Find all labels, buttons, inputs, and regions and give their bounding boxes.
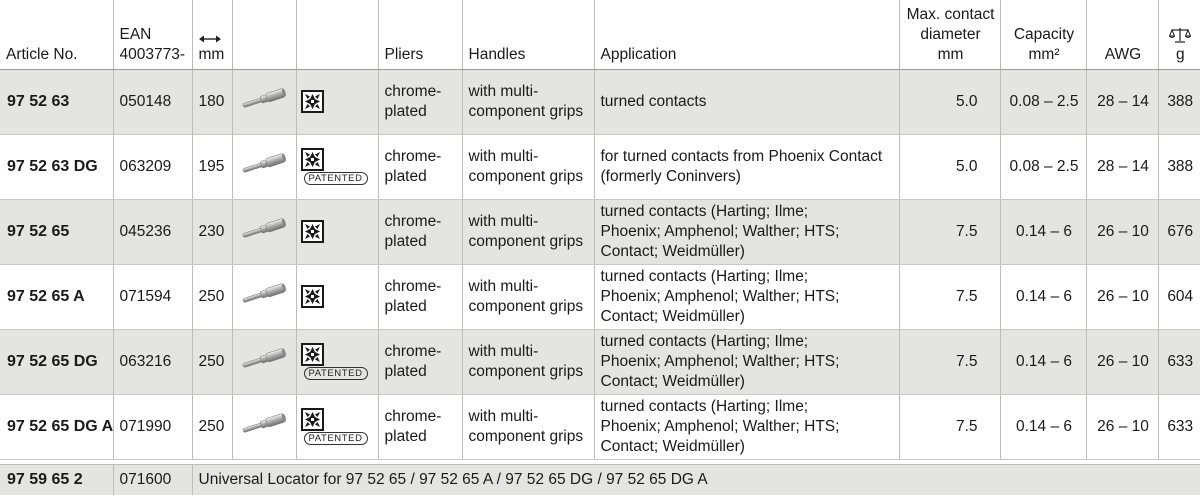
weight: 676 bbox=[1158, 199, 1200, 264]
application-line: Contact; Weidmüller) bbox=[600, 437, 745, 455]
handles-line: component grips bbox=[468, 297, 584, 315]
weight: 633 bbox=[1158, 329, 1200, 394]
turned-contact-icon bbox=[240, 413, 288, 435]
handles-line: with multi- bbox=[468, 342, 539, 360]
weight: 604 bbox=[1158, 264, 1200, 329]
pliers-line: chrome- bbox=[384, 82, 442, 100]
article-number: 97 52 65 A bbox=[0, 264, 113, 329]
max-diameter: 7.5 bbox=[899, 199, 1000, 264]
vde-square-cross-icon bbox=[301, 220, 324, 243]
handles-type bbox=[462, 394, 594, 459]
handles-type bbox=[462, 199, 594, 264]
application-line: for turned contacts from Phoenix Contact bbox=[600, 147, 883, 165]
length-value: 180 bbox=[192, 69, 232, 134]
pliers-line: plated bbox=[384, 167, 427, 185]
pliers-line: plated bbox=[384, 427, 427, 445]
turned-contact-icon bbox=[240, 88, 288, 110]
header-ean-line1: EAN bbox=[119, 25, 152, 43]
turned-contact-icon bbox=[240, 153, 288, 175]
length-value: 250 bbox=[192, 329, 232, 394]
application-line: Phoenix; Amphenol; Walther; HTS; bbox=[600, 352, 840, 370]
pliers-line: plated bbox=[384, 232, 427, 250]
patented-badge: PATENTED bbox=[304, 367, 368, 380]
table-row bbox=[0, 69, 1200, 134]
contact-image-cell bbox=[232, 264, 296, 329]
weight: 388 bbox=[1158, 69, 1200, 134]
capacity: 0.08 – 2.5 bbox=[1000, 134, 1086, 199]
header-diameter-line3: mm bbox=[937, 45, 964, 63]
scale-icon bbox=[1169, 26, 1191, 44]
pliers-line: plated bbox=[384, 102, 427, 120]
symbol-cell bbox=[296, 134, 378, 199]
accessory-description: Universal Locator for 97 52 65 / 97 52 65 A / 97 52 65 DG / 97 52 65 DG A bbox=[192, 464, 1200, 495]
weight: 633 bbox=[1158, 394, 1200, 459]
vde-square-cross-icon bbox=[301, 343, 324, 366]
application-line: (formerly Coninvers) bbox=[600, 167, 741, 185]
ean-code: 071594 bbox=[113, 264, 192, 329]
application-line: Contact; Weidmüller) bbox=[600, 242, 745, 260]
turned-contact-icon bbox=[240, 348, 288, 370]
turned-contact-icon bbox=[240, 283, 288, 305]
contact-image-cell bbox=[232, 199, 296, 264]
handles-line: with multi- bbox=[468, 212, 539, 230]
header-row bbox=[0, 0, 1200, 69]
weight: 388 bbox=[1158, 134, 1200, 199]
pliers-finish bbox=[378, 394, 462, 459]
header-picture bbox=[232, 0, 296, 69]
awg: 26 – 10 bbox=[1086, 264, 1158, 329]
application-line: Phoenix; Amphenol; Walther; HTS; bbox=[600, 222, 840, 240]
awg: 26 – 10 bbox=[1086, 329, 1158, 394]
header-pliers: Pliers bbox=[378, 0, 462, 69]
pliers-line: chrome- bbox=[384, 407, 442, 425]
handles-type bbox=[462, 134, 594, 199]
table-row bbox=[0, 199, 1200, 264]
symbol-cell bbox=[296, 394, 378, 459]
application-text bbox=[594, 69, 899, 134]
article-number: 97 52 65 DG A bbox=[0, 394, 113, 459]
handles-line: component grips bbox=[468, 232, 584, 250]
application-line: turned contacts (Harting; Ilme; bbox=[600, 397, 809, 415]
length-value: 195 bbox=[192, 134, 232, 199]
application-text bbox=[594, 394, 899, 459]
header-capacity-line2: mm² bbox=[1028, 45, 1060, 63]
length-value: 230 bbox=[192, 199, 232, 264]
turned-contact-icon bbox=[240, 218, 288, 240]
article-number: 97 52 65 bbox=[0, 199, 113, 264]
article-number: 97 52 63 bbox=[0, 69, 113, 134]
pliers-finish bbox=[378, 264, 462, 329]
pliers-line: chrome- bbox=[384, 277, 442, 295]
handles-line: with multi- bbox=[468, 407, 539, 425]
max-diameter: 7.5 bbox=[899, 394, 1000, 459]
header-ean-line2: 4003773- bbox=[119, 45, 186, 63]
handles-line: with multi- bbox=[468, 82, 539, 100]
header-awg: AWG bbox=[1086, 0, 1158, 69]
application-line: Phoenix; Amphenol; Walther; HTS; bbox=[600, 287, 840, 305]
awg: 26 – 10 bbox=[1086, 394, 1158, 459]
pliers-line: chrome- bbox=[384, 212, 442, 230]
application-line: Contact; Weidmüller) bbox=[600, 307, 745, 325]
contact-image-cell bbox=[232, 69, 296, 134]
ean-code: 063216 bbox=[113, 329, 192, 394]
article-number: 97 52 63 DG bbox=[0, 134, 113, 199]
header-diameter bbox=[899, 0, 1000, 69]
awg: 28 – 14 bbox=[1086, 69, 1158, 134]
header-length bbox=[192, 0, 232, 69]
header-capacity-line1: Capacity bbox=[1013, 25, 1075, 43]
handles-line: with multi- bbox=[468, 147, 539, 165]
pliers-line: chrome- bbox=[384, 342, 442, 360]
double-arrow-icon bbox=[199, 33, 221, 45]
capacity: 0.14 – 6 bbox=[1000, 264, 1086, 329]
header-handles: Handles bbox=[462, 0, 594, 69]
handles-type bbox=[462, 329, 594, 394]
length-value: 250 bbox=[192, 394, 232, 459]
table-row bbox=[0, 329, 1200, 394]
pliers-line: plated bbox=[384, 297, 427, 315]
application-line: turned contacts (Harting; Ilme; bbox=[600, 267, 809, 285]
contact-image-cell bbox=[232, 329, 296, 394]
header-symbol bbox=[296, 0, 378, 69]
length-value: 250 bbox=[192, 264, 232, 329]
max-diameter: 7.5 bbox=[899, 329, 1000, 394]
header-length-unit: mm bbox=[198, 45, 225, 63]
handles-line: component grips bbox=[468, 167, 584, 185]
awg: 26 – 10 bbox=[1086, 199, 1158, 264]
header-diameter-line1: Max. contact bbox=[906, 5, 995, 23]
pliers-finish bbox=[378, 69, 462, 134]
ean-code: 045236 bbox=[113, 199, 192, 264]
application-line: turned contacts (Harting; Ilme; bbox=[600, 202, 809, 220]
table-row bbox=[0, 134, 1200, 199]
pliers-line: plated bbox=[384, 362, 427, 380]
application-text bbox=[594, 329, 899, 394]
pliers-finish bbox=[378, 199, 462, 264]
application-line: turned contacts bbox=[600, 92, 707, 110]
handles-line: component grips bbox=[468, 362, 584, 380]
application-text bbox=[594, 134, 899, 199]
header-capacity bbox=[1000, 0, 1086, 69]
header-application: Application bbox=[594, 0, 899, 69]
table-row bbox=[0, 394, 1200, 459]
patented-badge: PATENTED bbox=[304, 172, 368, 185]
capacity: 0.14 – 6 bbox=[1000, 394, 1086, 459]
ean-code: 063209 bbox=[113, 134, 192, 199]
handles-type bbox=[462, 69, 594, 134]
application-line: Contact; Weidmüller) bbox=[600, 372, 745, 390]
header-weight-unit: g bbox=[1175, 45, 1185, 63]
vde-square-cross-icon bbox=[301, 148, 324, 171]
pliers-finish bbox=[378, 329, 462, 394]
symbol-cell bbox=[296, 69, 378, 134]
handles-line: component grips bbox=[468, 102, 584, 120]
header-ean bbox=[113, 0, 192, 69]
contact-image-cell bbox=[232, 394, 296, 459]
max-diameter: 5.0 bbox=[899, 134, 1000, 199]
handles-line: with multi- bbox=[468, 277, 539, 295]
symbol-cell bbox=[296, 329, 378, 394]
accessory-row bbox=[0, 464, 1200, 495]
header-diameter-line2: diameter bbox=[920, 25, 981, 43]
capacity: 0.14 – 6 bbox=[1000, 199, 1086, 264]
handles-type bbox=[462, 264, 594, 329]
application-text bbox=[594, 199, 899, 264]
application-line: turned contacts (Harting; Ilme; bbox=[600, 332, 809, 350]
capacity: 0.14 – 6 bbox=[1000, 329, 1086, 394]
pliers-line: chrome- bbox=[384, 147, 442, 165]
pliers-finish bbox=[378, 134, 462, 199]
application-text bbox=[594, 264, 899, 329]
capacity: 0.08 – 2.5 bbox=[1000, 69, 1086, 134]
header-weight bbox=[1158, 0, 1200, 69]
max-diameter: 7.5 bbox=[899, 264, 1000, 329]
vde-square-cross-icon bbox=[301, 285, 324, 308]
ean-code: 050148 bbox=[113, 69, 192, 134]
header-article: Article No. bbox=[0, 0, 113, 69]
ean-code: 071990 bbox=[113, 394, 192, 459]
symbol-cell bbox=[296, 264, 378, 329]
application-line: Phoenix; Amphenol; Walther; HTS; bbox=[600, 417, 840, 435]
vde-square-cross-icon bbox=[301, 408, 324, 431]
awg: 28 – 14 bbox=[1086, 134, 1158, 199]
handles-line: component grips bbox=[468, 427, 584, 445]
table-row bbox=[0, 264, 1200, 329]
accessory-ean-code: 071600 bbox=[113, 464, 192, 495]
vde-square-cross-icon bbox=[301, 90, 324, 113]
article-number: 97 52 65 DG bbox=[0, 329, 113, 394]
max-diameter: 5.0 bbox=[899, 69, 1000, 134]
symbol-cell bbox=[296, 199, 378, 264]
accessory-article-number: 97 59 65 2 bbox=[0, 464, 113, 495]
patented-badge: PATENTED bbox=[304, 432, 368, 445]
contact-image-cell bbox=[232, 134, 296, 199]
